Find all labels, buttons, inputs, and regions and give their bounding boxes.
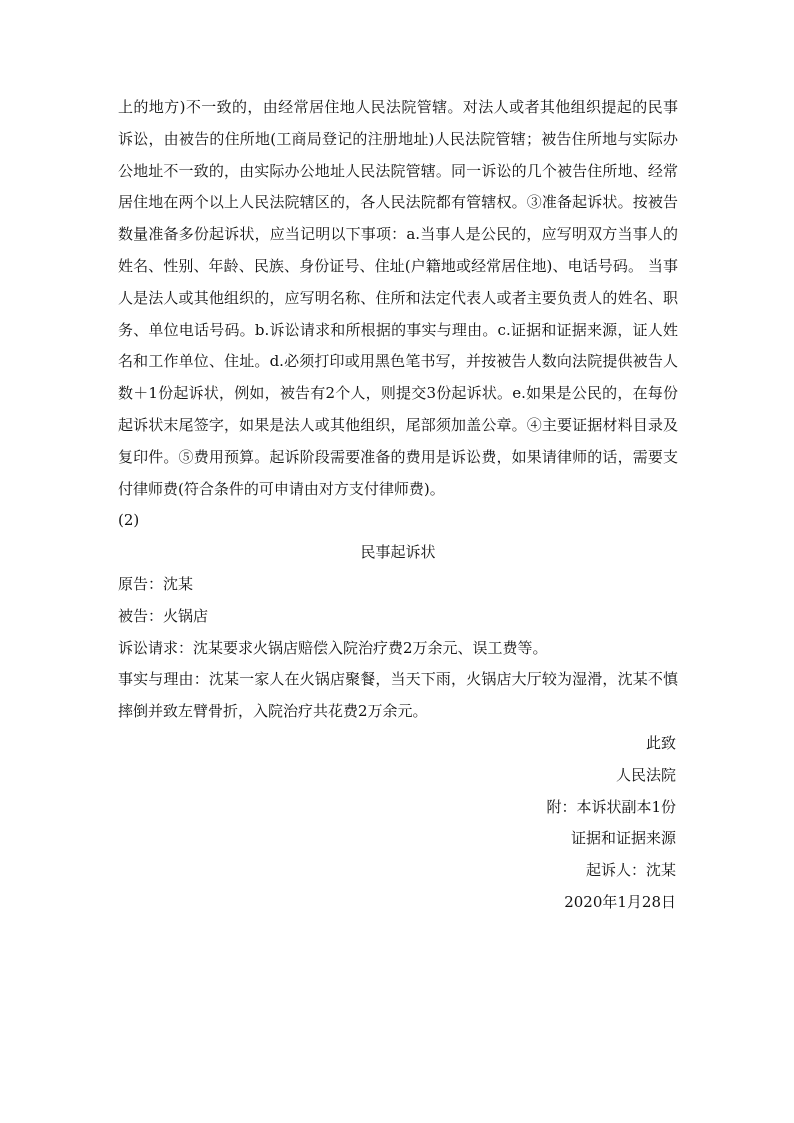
- court-line: 人民法院: [615, 765, 676, 784]
- defendant-line: 被告：火锅店: [118, 606, 209, 625]
- date-line: 2020年1月28日: [564, 892, 676, 911]
- closing-salute: 此致: [645, 733, 676, 752]
- plaintiff-line: 原告：沈某: [118, 574, 194, 593]
- attachment-line: 附：本诉状副本1份: [546, 797, 676, 816]
- complaint-title: 民事起诉状: [360, 543, 436, 562]
- signer-line: 起诉人：沈某: [585, 861, 676, 880]
- facts-paragraph: 事实与理由：沈某一家人在火锅店聚餐，当天下雨，火锅店大厅较为湿滑，沈某不慎摔倒并致左臂骨折，入院治疗共花费2万余元。: [118, 670, 678, 721]
- evidence-line: 证据和证据来源: [570, 829, 676, 848]
- body-paragraph: 上的地方)不一致的，由经常居住地人民法院管辖。对法人或者其他组织提起的民事诉讼，由被告的住所地(工商局登记的注册地址)人民法院管辖；被告住所地与实际办公地址不一致的，由实际办公地址人民法院管辖。同一诉讼的几个被告住所地、经常居住地在两个以上人民法院辖区的，各人民法院都有管辖权。③准备起诉状。按被告数量准备多份起诉状，应当记明以下事项：a.当事人是公民的，应写明双方当事人的姓名、性别、年龄、民族、身份证号、住址(户籍地或经常居住地)、电话号码。 当事人是法人或其他组织的，应写明名称、住所和法定代表人或者主要负责人的姓名、职务、单位电话号码。b.诉讼请求和所根据的事实与理由。c.证据和证据来源，证人姓名和工作单位、住址。d.必须打印或用黑色笔书写，并按被告人数向法院提供被告人数＋1份起诉状，例如，被告有2个人，则提交3份起诉状。e.如果是公民的，在每份起诉状末尾签字，如果是法人或其他组织，尾部须加盖公章。④主要证据材料目录及复印件。⑤费用预算。起诉阶段需要准备的费用是诉讼费，如果请律师的话，需要支付律师费(符合条件的可申请由对方支付律师费)。: [118, 98, 678, 498]
- document-page: [118, 92, 678, 919]
- item-number: (2): [118, 511, 140, 530]
- claims-line: 诉讼请求：沈某要求火锅店赔偿入院治疗费2万余元、误工费等。: [118, 638, 548, 657]
